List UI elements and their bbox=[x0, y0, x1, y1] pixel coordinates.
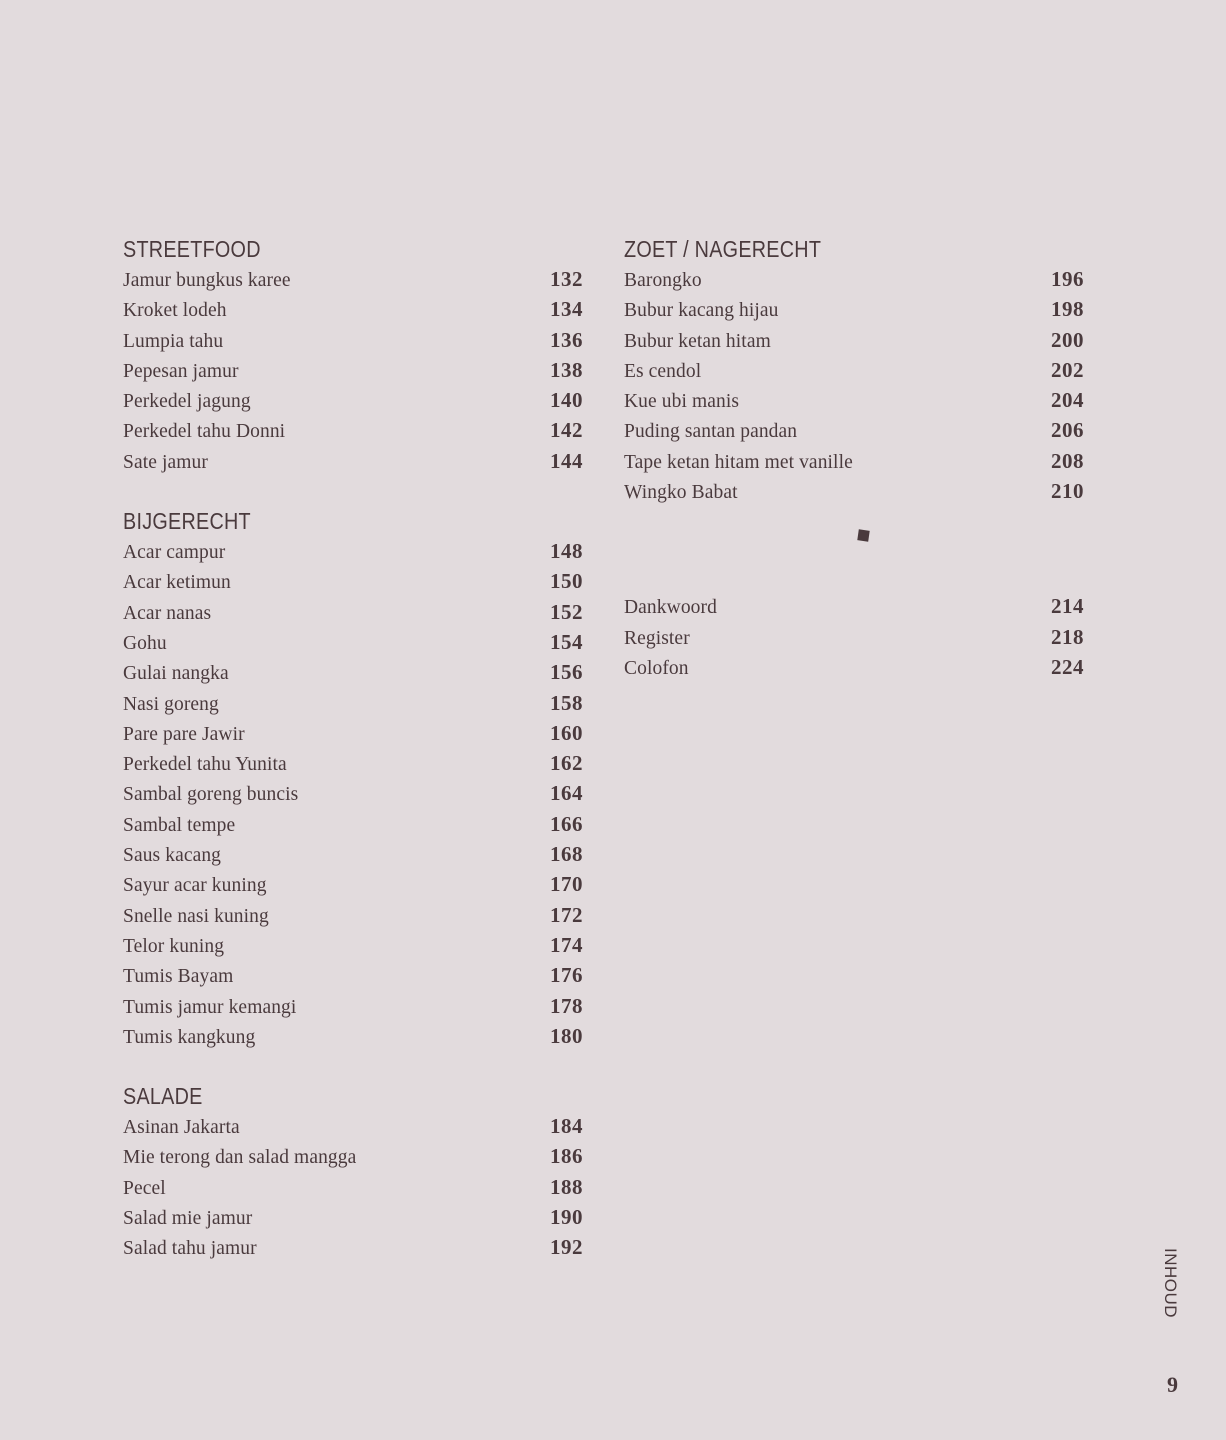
entry-name: Nasi goreng bbox=[123, 693, 219, 715]
entry-page: 218 bbox=[1051, 624, 1084, 649]
entry-page: 214 bbox=[1051, 594, 1084, 619]
entry-page: 160 bbox=[550, 720, 583, 745]
entry-name: Tumis kangkung bbox=[123, 1026, 256, 1048]
entry-name: Pecel bbox=[123, 1177, 166, 1199]
section-title: ZOET / NAGERECHT bbox=[624, 236, 822, 262]
entry-name: Lumpia tahu bbox=[123, 330, 224, 352]
toc-entry[interactable] bbox=[624, 622, 1084, 652]
toc-entry[interactable] bbox=[123, 778, 583, 808]
toc-entry[interactable] bbox=[123, 1232, 583, 1262]
entry-name: Kroket lodeh bbox=[123, 300, 227, 322]
entry-name: Sambal tempe bbox=[123, 814, 236, 836]
section-extras bbox=[624, 591, 1084, 682]
toc-entry[interactable] bbox=[624, 652, 1084, 682]
entry-name: Jamur bungkus karee bbox=[123, 270, 291, 291]
entry-name: Telor kuning bbox=[123, 935, 225, 957]
entry-page: 134 bbox=[550, 297, 583, 322]
entry-name: Es cendol bbox=[624, 360, 702, 382]
entry-page: 202 bbox=[1051, 357, 1084, 382]
entry-page: 186 bbox=[550, 1144, 583, 1169]
entry-name: Asinan Jakarta bbox=[123, 1117, 240, 1139]
entry-page: 158 bbox=[550, 690, 583, 715]
toc-entry[interactable] bbox=[123, 1111, 583, 1141]
toc-entry[interactable] bbox=[123, 627, 583, 657]
toc-entry[interactable] bbox=[123, 385, 583, 415]
toc-entry[interactable] bbox=[123, 294, 583, 324]
entry-page: 140 bbox=[550, 388, 583, 413]
toc-entry[interactable] bbox=[123, 1172, 583, 1202]
entry-name: Barongko bbox=[624, 270, 702, 291]
page-number: 9 bbox=[1167, 1372, 1178, 1397]
toc-entry[interactable] bbox=[123, 718, 583, 748]
entry-page: 210 bbox=[1051, 479, 1084, 504]
entry-page: 164 bbox=[550, 781, 583, 806]
toc-entry[interactable] bbox=[123, 597, 583, 627]
section-title: BIJGERECHT bbox=[123, 508, 251, 535]
right-column bbox=[624, 234, 1084, 682]
entry-name: Perkedel jagung bbox=[123, 391, 251, 413]
entry-page: 162 bbox=[550, 751, 583, 776]
toc-entry[interactable] bbox=[123, 446, 583, 476]
entry-name: Perkedel tahu Donni bbox=[123, 421, 286, 443]
toc-entry[interactable] bbox=[123, 1202, 583, 1232]
toc-entry[interactable] bbox=[123, 1021, 583, 1051]
entry-name: Snelle nasi kuning bbox=[123, 905, 269, 927]
entry-page: 168 bbox=[550, 842, 583, 867]
entry-page: 190 bbox=[550, 1205, 583, 1230]
toc-entry[interactable] bbox=[624, 415, 1084, 445]
side-label-inhoud: INHOUD bbox=[1161, 1247, 1180, 1319]
entry-page: 150 bbox=[550, 569, 583, 594]
toc-entry[interactable] bbox=[123, 900, 583, 930]
toc-entry[interactable] bbox=[123, 1141, 583, 1171]
entry-page: 142 bbox=[550, 418, 583, 443]
toc-entry[interactable] bbox=[624, 385, 1084, 415]
toc-entry[interactable] bbox=[123, 264, 583, 294]
toc-entry[interactable] bbox=[624, 355, 1084, 385]
section-title: SALADE bbox=[123, 1083, 203, 1110]
section-zoet-nagerecht bbox=[624, 234, 1084, 506]
toc-entry[interactable] bbox=[123, 355, 583, 385]
entry-page: 166 bbox=[550, 811, 583, 836]
entry-page: 204 bbox=[1051, 388, 1084, 413]
entry-name: Wingko Babat bbox=[624, 482, 738, 504]
toc-entry[interactable] bbox=[123, 325, 583, 355]
entry-page: 176 bbox=[550, 963, 583, 988]
entry-page: 138 bbox=[550, 357, 583, 382]
toc-entry[interactable] bbox=[123, 536, 583, 566]
toc-entry[interactable] bbox=[123, 688, 583, 718]
entry-page: 136 bbox=[550, 327, 583, 352]
entry-page: 196 bbox=[1051, 267, 1084, 291]
entry-name: Tumis jamur kemangi bbox=[123, 996, 297, 1018]
toc-entry[interactable] bbox=[123, 809, 583, 839]
ornament-square bbox=[857, 530, 869, 542]
section-bijgerecht bbox=[123, 506, 583, 1051]
entry-name: Register bbox=[624, 627, 690, 649]
toc-entry[interactable] bbox=[624, 446, 1084, 476]
toc-entry[interactable] bbox=[123, 991, 583, 1021]
entry-name: Puding santan pandan bbox=[624, 421, 798, 443]
toc-entry[interactable] bbox=[123, 748, 583, 778]
section-salade bbox=[123, 1081, 583, 1262]
entry-page: 188 bbox=[550, 1174, 583, 1199]
entry-name: Salad mie jamur bbox=[123, 1208, 253, 1230]
entry-page: 132 bbox=[550, 267, 583, 291]
entry-page: 198 bbox=[1051, 297, 1084, 322]
entry-name: Tape ketan hitam met vanille bbox=[624, 451, 853, 473]
entry-page: 172 bbox=[550, 902, 583, 927]
entry-page: 178 bbox=[550, 993, 583, 1018]
entry-name: Bubur ketan hitam bbox=[624, 330, 771, 352]
entry-name: Salad tahu jamur bbox=[123, 1238, 257, 1260]
entry-page: 192 bbox=[550, 1235, 583, 1260]
toc-entry[interactable] bbox=[123, 415, 583, 445]
section-streetfood bbox=[123, 234, 583, 476]
toc-entry[interactable] bbox=[123, 839, 583, 869]
entry-name: Sambal goreng buncis bbox=[123, 784, 299, 806]
toc-entry[interactable] bbox=[123, 930, 583, 960]
entry-name: Sayur acar kuning bbox=[123, 875, 267, 897]
entry-name: Saus kacang bbox=[123, 845, 222, 867]
toc-entry[interactable] bbox=[624, 591, 1084, 621]
entry-page: 154 bbox=[550, 629, 583, 654]
entry-name: Sate jamur bbox=[123, 451, 208, 473]
toc-entry[interactable] bbox=[123, 566, 583, 596]
entry-page: 224 bbox=[1051, 654, 1084, 679]
entry-name: Perkedel tahu Yunita bbox=[123, 754, 287, 776]
entry-page: 200 bbox=[1051, 327, 1084, 352]
toc-entry[interactable] bbox=[624, 325, 1084, 355]
toc-entry[interactable] bbox=[123, 869, 583, 899]
entry-name: Kue ubi manis bbox=[624, 391, 740, 413]
entry-name: Colofon bbox=[624, 657, 689, 679]
entry-page: 180 bbox=[550, 1023, 583, 1048]
toc-entry[interactable] bbox=[123, 960, 583, 990]
entry-page: 206 bbox=[1051, 418, 1084, 443]
toc-entry[interactable] bbox=[123, 657, 583, 687]
entry-name: Tumis Bayam bbox=[123, 966, 234, 988]
entry-name: Gulai nangka bbox=[123, 663, 229, 685]
entry-page: 184 bbox=[550, 1114, 583, 1139]
entry-name: Acar campur bbox=[123, 542, 226, 564]
entry-page: 144 bbox=[550, 448, 583, 473]
entry-page: 152 bbox=[550, 599, 583, 624]
entry-name: Pepesan jamur bbox=[123, 360, 239, 382]
entry-name: Acar ketimun bbox=[123, 572, 231, 594]
entry-page: 148 bbox=[550, 539, 583, 564]
entry-name: Acar nanas bbox=[123, 602, 212, 624]
entry-page: 208 bbox=[1051, 448, 1084, 473]
entry-page: 170 bbox=[550, 872, 583, 897]
entry-name: Pare pare Jawir bbox=[123, 723, 245, 745]
toc-entry[interactable] bbox=[624, 264, 1084, 294]
entry-name: Dankwoord bbox=[624, 597, 717, 619]
entry-name: Mie terong dan salad mangga bbox=[123, 1147, 357, 1169]
entry-name: Gohu bbox=[123, 632, 167, 654]
entry-page: 156 bbox=[550, 660, 583, 685]
entry-page: 174 bbox=[550, 932, 583, 957]
toc-entry[interactable] bbox=[624, 294, 1084, 324]
toc-entry[interactable] bbox=[624, 476, 1084, 506]
left-column bbox=[123, 234, 583, 1293]
section-title: STREETFOOD bbox=[123, 236, 261, 262]
entry-name: Bubur kacang hijau bbox=[624, 300, 779, 322]
